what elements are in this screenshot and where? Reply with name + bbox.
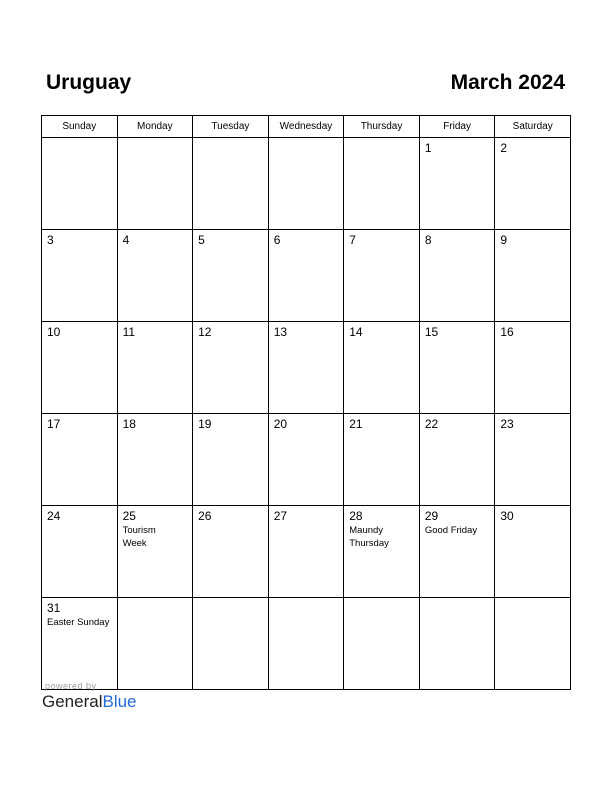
day-number: 30	[500, 509, 514, 523]
month-title: March 2024	[450, 71, 565, 94]
country-title: Uruguay	[46, 71, 132, 94]
day-cell	[268, 230, 344, 322]
day-cell	[193, 598, 269, 690]
day-cell	[495, 414, 571, 506]
day-number: 31	[47, 601, 61, 615]
week-row	[42, 138, 571, 230]
day-number: 11	[122, 325, 136, 339]
day-number: 19	[198, 417, 212, 431]
day-number: 8	[424, 233, 432, 247]
day-number: 20	[273, 417, 288, 431]
day-number: 18	[122, 417, 136, 431]
day-cell	[495, 506, 571, 598]
day-cell	[193, 138, 269, 230]
weekday-header-row	[42, 116, 571, 138]
day-number: 16	[500, 325, 514, 339]
day-cell	[419, 322, 495, 414]
day-number: 26	[198, 509, 212, 523]
day-number: 29	[424, 509, 439, 523]
day-number: 5	[198, 233, 205, 247]
day-number: 17	[47, 417, 61, 431]
powered-by-text: powered by	[45, 681, 97, 691]
day-number: 3	[47, 233, 54, 247]
day-cell	[193, 230, 269, 322]
day-cell	[268, 138, 344, 230]
day-number: 13	[273, 325, 288, 339]
weekday-header-tuesday: Tuesday	[193, 116, 269, 138]
day-cell	[42, 138, 118, 230]
calendar-body	[42, 138, 571, 690]
day-number: 10	[47, 325, 61, 339]
weekday-header-monday: Monday	[117, 116, 193, 138]
holiday-label: Easter Sunday	[47, 617, 110, 628]
day-cell	[419, 506, 495, 598]
day-number: 22	[424, 417, 439, 431]
calendar-grid	[41, 115, 571, 690]
day-cell	[268, 414, 344, 506]
day-number: 6	[273, 233, 281, 247]
day-cell	[42, 230, 118, 322]
weekday-header-wednesday: Wednesday	[268, 116, 344, 138]
day-number: 14	[349, 325, 363, 339]
holiday-label: Maundy Thursday	[349, 525, 389, 549]
day-number: 27	[273, 509, 288, 523]
day-cell	[344, 598, 420, 690]
week-row	[42, 598, 571, 690]
holiday-label: Tourism Week	[122, 525, 156, 549]
day-cell	[344, 322, 420, 414]
day-cell	[117, 138, 193, 230]
day-cell	[495, 230, 571, 322]
weekday-header-thursday: Thursday	[344, 116, 420, 138]
day-cell	[268, 322, 344, 414]
week-row	[42, 414, 571, 506]
day-cell	[117, 230, 193, 322]
day-cell	[268, 598, 344, 690]
day-cell	[117, 598, 193, 690]
day-number: 9	[500, 233, 508, 247]
day-cell	[419, 598, 495, 690]
day-cell	[268, 506, 344, 598]
day-number: 1	[424, 141, 432, 155]
day-cell	[193, 506, 269, 598]
day-cell	[495, 322, 571, 414]
day-cell	[419, 414, 495, 506]
weekday-header-friday: Friday	[419, 116, 495, 138]
day-number: 15	[424, 325, 439, 339]
day-cell	[419, 138, 495, 230]
weekday-header-sunday: Sunday	[42, 116, 118, 138]
day-number: 25	[122, 509, 136, 523]
day-cell	[344, 230, 420, 322]
generalblue-logo[interactable]	[42, 692, 137, 712]
day-number: 2	[500, 141, 508, 155]
day-number: 28	[349, 509, 363, 523]
week-row	[42, 506, 571, 598]
holiday-label: Good Friday	[424, 525, 478, 536]
day-cell	[193, 322, 269, 414]
day-cell	[495, 598, 571, 690]
day-cell	[117, 414, 193, 506]
week-row	[42, 322, 571, 414]
day-cell	[42, 598, 118, 690]
day-cell	[42, 414, 118, 506]
week-row	[42, 230, 571, 322]
day-number: 12	[198, 325, 212, 339]
day-cell	[42, 506, 118, 598]
day-cell	[117, 506, 193, 598]
day-number: 7	[349, 233, 356, 247]
footer-branding	[42, 681, 137, 712]
day-number: 24	[47, 509, 61, 523]
day-number: 21	[349, 417, 363, 431]
day-cell	[344, 506, 420, 598]
day-number: 23	[500, 417, 514, 431]
day-cell	[344, 414, 420, 506]
brand-blue-text: Blue	[102, 692, 137, 711]
day-cell	[344, 138, 420, 230]
day-number: 4	[122, 233, 130, 247]
day-cell	[42, 322, 118, 414]
brand-general-text: General	[42, 692, 103, 711]
weekday-header-saturday: Saturday	[495, 116, 571, 138]
day-cell	[495, 138, 571, 230]
day-cell	[419, 230, 495, 322]
day-cell	[193, 414, 269, 506]
day-cell	[117, 322, 193, 414]
